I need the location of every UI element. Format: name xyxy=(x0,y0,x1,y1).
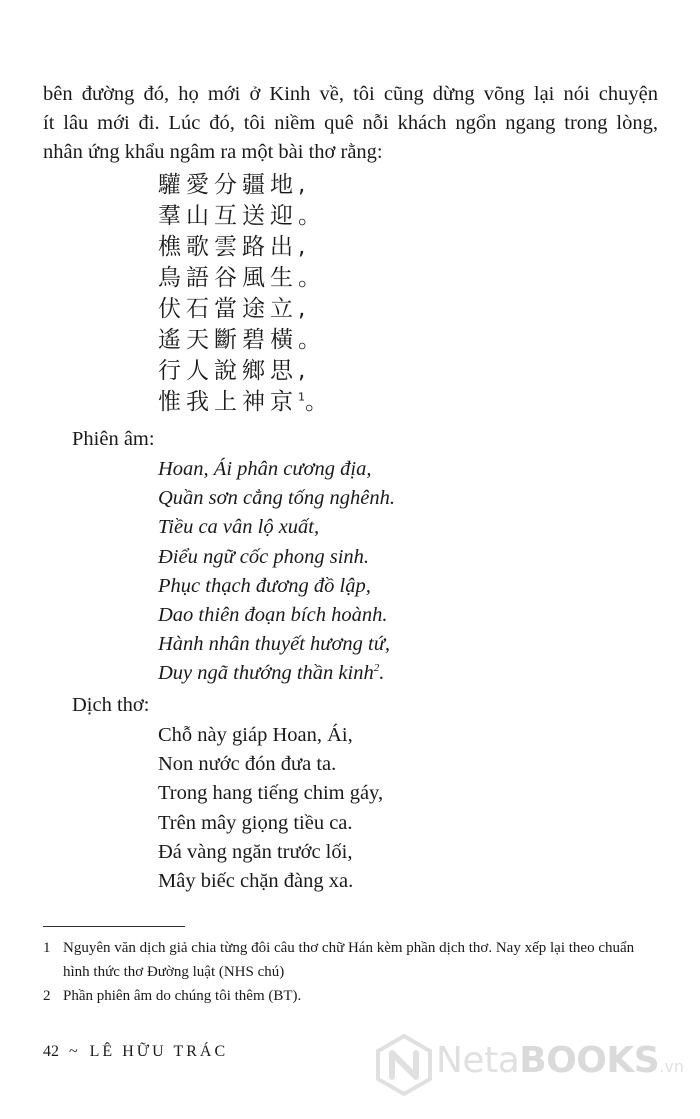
phien-am-verse xyxy=(158,455,395,689)
footnote-text: Phần phiên âm do chúng tôi thêm (BT). xyxy=(63,988,302,1004)
watermark-domain: .vn xyxy=(659,1057,684,1076)
footnote-ref-1: 1 xyxy=(298,390,305,404)
dich-tho-line: Đá vàng ngăn trước lối, xyxy=(158,840,353,863)
footnote-ref-2: 2 xyxy=(373,662,380,675)
phien-am-line: Tiều ca vân lộ xuất, xyxy=(158,516,320,539)
dich-tho-line: Non nước đón đưa ta. xyxy=(158,753,337,776)
prose-line: nhân ứng khẩu ngâm ra một bài thơ rằng: xyxy=(43,141,383,163)
phien-am-line xyxy=(158,659,395,688)
han-poem-line: 伏石當途立, xyxy=(158,296,311,322)
footnote-number: 1 xyxy=(43,940,51,956)
han-poem-line: 遙天斷碧橫。 xyxy=(158,327,326,353)
footnote-divider xyxy=(43,926,185,927)
watermark-brand-light: Neta xyxy=(436,1040,520,1081)
phien-am-last-punct: . xyxy=(379,662,385,685)
phien-am-line: Điểu ngữ cốc phong sinh. xyxy=(158,545,370,568)
running-footer xyxy=(43,1041,228,1063)
dich-tho-line: Trong hang tiếng chim gáy, xyxy=(158,782,384,805)
footer-author: LÊ HỮU TRÁC xyxy=(89,1043,229,1060)
phien-am-line: Hành nhân thuyết hương tứ, xyxy=(158,633,391,656)
phien-am-line: Phục thạch đương đồ lập, xyxy=(158,574,371,597)
footnote-text: Nguyên văn dịch giả chia từng đôi câu thơ chữ Hán kèm phần dịch thơ. Nay xếp lại theo chuẩn hình thức thơ Đường luật (NHS chú) xyxy=(63,940,635,980)
phien-am-last-text: Duy ngã thướng thần kinh xyxy=(158,662,374,685)
han-poem-line: 羣山互送迎。 xyxy=(158,203,326,229)
phien-am-label: Phiên âm: xyxy=(72,428,155,450)
watermark-brand-bold: BOOKS xyxy=(519,1040,660,1081)
dich-tho-verse xyxy=(158,721,383,896)
han-poem-last-punct: 。 xyxy=(305,389,333,415)
page-number: 42 xyxy=(43,1043,59,1060)
prose-line: ít lâu mới đi. Lúc đó, tôi niềm quê nỗi khách ngổn ngang trong lòng, xyxy=(43,112,658,134)
han-poem xyxy=(158,170,333,418)
prose-paragraph xyxy=(43,80,658,167)
dich-tho-line: Mây biếc chặn đàng xa. xyxy=(158,870,354,893)
footnote-2 xyxy=(43,984,663,1008)
watermark-text xyxy=(436,1039,684,1089)
phien-am-line: Quần sơn cẳng tống nghênh. xyxy=(158,487,395,510)
han-poem-line: 樵歌雲路出, xyxy=(158,234,311,260)
dich-tho-line: Chỗ này giáp Hoan, Ái, xyxy=(158,724,353,746)
prose-line: bên đường đó, họ mới ở Kinh về, tôi cũng dừng võng lại nói chuyện xyxy=(43,83,658,105)
footer-separator: ~ xyxy=(69,1043,78,1060)
watermark xyxy=(372,1025,687,1105)
footnote-number: 2 xyxy=(43,988,51,1004)
han-poem-line xyxy=(158,387,333,418)
han-poem-last-text: 惟我上神京 xyxy=(158,389,298,415)
phien-am-line: Hoan, Ái phân cương địa, xyxy=(158,458,372,480)
footnotes xyxy=(43,936,663,1008)
dich-tho-label: Dịch thơ: xyxy=(72,694,150,716)
footnote-1 xyxy=(43,936,663,984)
han-poem-line: 鳥語谷風生。 xyxy=(158,265,326,291)
han-poem-line: 行人說鄉思, xyxy=(158,358,311,384)
phien-am-line: Dao thiên đoạn bích hoành. xyxy=(158,604,388,627)
han-poem-line: 驩愛分疆地, xyxy=(158,172,311,198)
dich-tho-line: Trên mây giọng tiều ca. xyxy=(158,811,353,834)
netabooks-logo-icon xyxy=(372,1033,436,1097)
